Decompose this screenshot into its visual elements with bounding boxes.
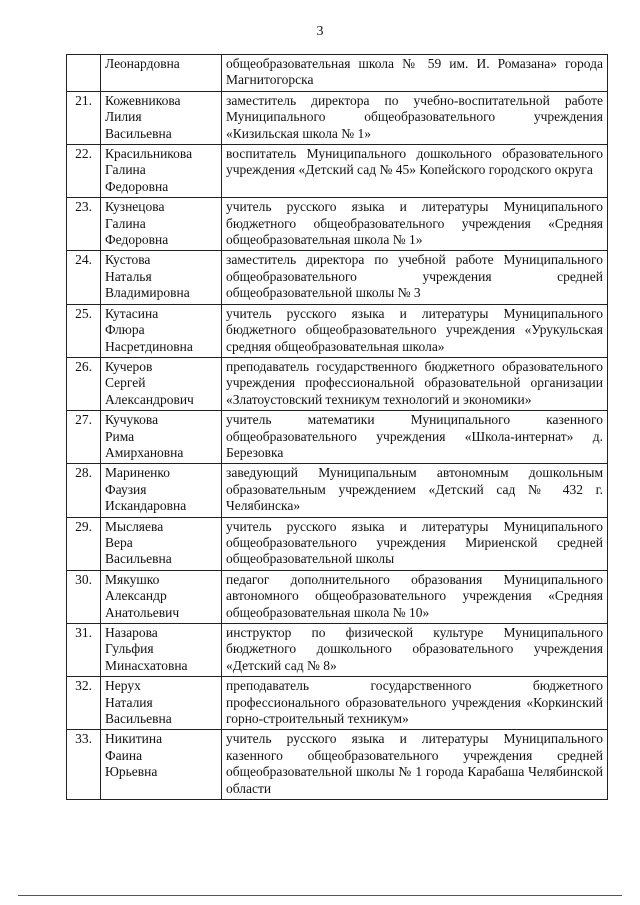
person-name: [101, 624, 222, 677]
position-description: воспитатель Муниципального дошкольного образовательного учреждения «Детский сад № 45» Копейского городского округа: [222, 145, 608, 198]
position-description: учитель русского языка и литературы Муниципального бюджетного общеобразовательного учреждения «Средняя общеобразовательная школа № 1»: [222, 198, 608, 251]
table-row: [67, 411, 608, 464]
table-row: [67, 464, 608, 517]
table-row: [67, 91, 608, 144]
name-part: Кучеров: [105, 358, 153, 374]
position-description: учитель русского языка и литературы Муниципального бюджетного общеобразовательного учреждения «Урукульская средняя общеобразовательная школа»: [222, 304, 608, 357]
name-part: Васильевна: [105, 711, 172, 727]
person-name: [101, 198, 222, 251]
person-name: [101, 411, 222, 464]
person-name: [101, 517, 222, 570]
name-part: Юрьевна: [105, 764, 158, 780]
name-part: Владимировна: [105, 285, 190, 301]
person-name: [101, 357, 222, 410]
name-part: Вера: [105, 534, 133, 550]
position-description: учитель русского языка и литературы Муниципального казенного общеобразовательного учреждения средней общеобразовательной школы № 1 города Карабаша Челябинской области: [222, 730, 608, 800]
table-row: [67, 251, 608, 304]
name-part: Галина: [105, 162, 146, 178]
row-number: [67, 55, 101, 92]
name-part: Фаина: [105, 747, 143, 763]
name-part: Искандаровна: [105, 498, 187, 514]
row-number: 25.: [67, 304, 101, 357]
person-name: [101, 145, 222, 198]
row-number: 21.: [67, 91, 101, 144]
row-number: 28.: [67, 464, 101, 517]
name-part: Наталья: [105, 268, 152, 284]
row-number: 23.: [67, 198, 101, 251]
name-part: Наталия: [105, 694, 153, 710]
person-name: [101, 55, 222, 92]
name-part: Флюра: [105, 322, 145, 338]
name-part: Васильевна: [105, 551, 172, 567]
name-part: Александрович: [105, 391, 194, 407]
name-part: Лилия: [105, 109, 142, 125]
name-part: Красильникова: [105, 146, 193, 162]
name-part: Анатольевич: [105, 604, 180, 620]
row-number: 29.: [67, 517, 101, 570]
position-description: общеобразовательная школа № 59 им. И. Ромазана» города Магнитогорска: [222, 55, 608, 92]
position-description: педагог дополнительного образования Муниципального автономного общеобразовательного учреждения «Средняя общеобразовательная школа № 10»: [222, 570, 608, 623]
table-row: [67, 198, 608, 251]
name-part: Нерух: [105, 678, 141, 694]
table-row: [67, 624, 608, 677]
name-part: Федоровна: [105, 232, 169, 248]
name-part: Кучукова: [105, 412, 159, 428]
person-name: [101, 464, 222, 517]
row-number: 33.: [67, 730, 101, 800]
name-part: Галина: [105, 215, 146, 231]
name-part: Минасхатовна: [105, 657, 188, 673]
position-description: учитель русского языка и литературы Муниципального общеобразовательного учреждения Мириенской средней общеобразовательной школы: [222, 517, 608, 570]
name-part: Рима: [105, 428, 135, 444]
table-row: [67, 570, 608, 623]
table-row: [67, 357, 608, 410]
bottom-rule: [18, 895, 622, 896]
name-part: Насретдиновна: [105, 338, 193, 354]
name-part: Александр: [105, 588, 167, 604]
page-number: 3: [316, 24, 324, 39]
table-row: [67, 145, 608, 198]
table-row: [67, 730, 608, 800]
row-number: 24.: [67, 251, 101, 304]
name-part: Васильевна: [105, 125, 172, 141]
position-description: преподаватель государственного бюджетного образовательного учреждения профессиональной образовательной организации «Златоустовский техникум технологий и экономики»: [222, 357, 608, 410]
position-description: преподаватель государственного бюджетного профессионального образовательного учреждения «Коркинский горно-строительный техникум»: [222, 677, 608, 730]
row-number: 30.: [67, 570, 101, 623]
table-row: [67, 517, 608, 570]
row-number: 26.: [67, 357, 101, 410]
table-row: [67, 304, 608, 357]
name-part: Леонардовна: [105, 56, 180, 71]
participants-table: [66, 54, 608, 800]
name-part: Мякушко: [105, 571, 160, 587]
name-part: Фаузия: [105, 481, 147, 497]
name-part: Амирхановна: [105, 444, 184, 460]
person-name: [101, 730, 222, 800]
name-part: Мысляева: [105, 518, 164, 534]
person-name: [101, 91, 222, 144]
name-part: Мариненко: [105, 465, 171, 481]
person-name: [101, 304, 222, 357]
row-number: 31.: [67, 624, 101, 677]
row-number: 22.: [67, 145, 101, 198]
row-number: 27.: [67, 411, 101, 464]
position-description: заместитель директора по учебно-воспитательной работе Муниципального общеобразовательного учреждения «Кизильская школа № 1»: [222, 91, 608, 144]
name-part: Назарова: [105, 625, 158, 640]
name-part: Гульфия: [105, 641, 154, 657]
table-row: [67, 677, 608, 730]
name-part: Сергей: [105, 375, 146, 391]
name-part: Кузнецова: [105, 199, 165, 215]
person-name: [101, 677, 222, 730]
name-part: Кожевникова: [105, 92, 181, 108]
position-description: учитель математики Муниципального казенного общеобразовательного учреждения «Школа-интернат» д. Березовка: [222, 411, 608, 464]
person-name: [101, 251, 222, 304]
person-name: [101, 570, 222, 623]
name-part: Никитина: [105, 731, 163, 747]
position-description: заместитель директора по учебной работе Муниципального общеобразовательного учреждения средней общеобразовательной школы № 3: [222, 251, 608, 304]
table-row: [67, 55, 608, 92]
position-description: заведующий Муниципальным автономным дошкольным образовательным учреждением «Детский сад № 432 г. Челябинска»: [222, 464, 608, 517]
name-part: Кутасина: [105, 305, 159, 321]
name-part: Кустова: [105, 252, 151, 268]
name-part: Федоровна: [105, 178, 169, 194]
row-number: 32.: [67, 677, 101, 730]
position-description: инструктор по физической культуре Муниципального бюджетного дошкольного образовательного учреждения «Детский сад № 8»: [222, 624, 608, 677]
